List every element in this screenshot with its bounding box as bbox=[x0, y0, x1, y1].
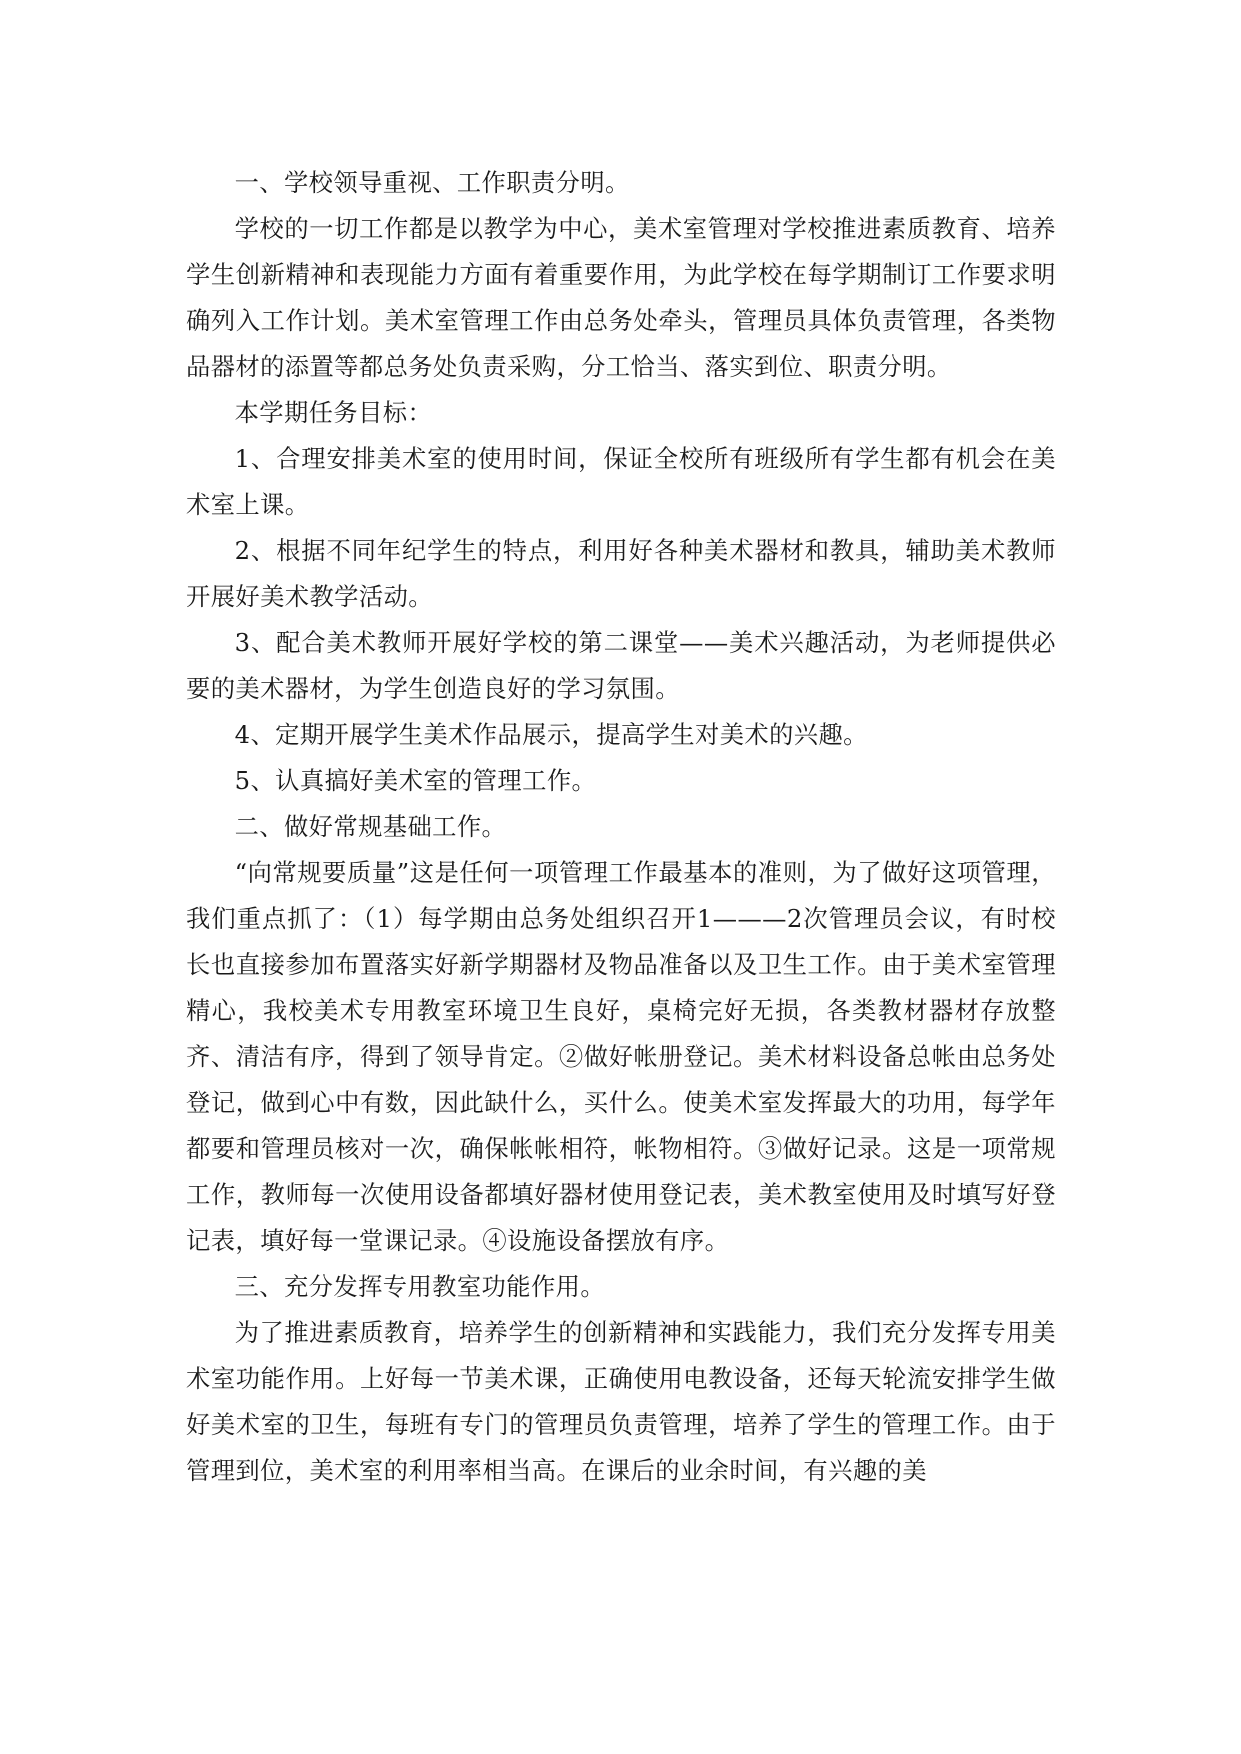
document-body bbox=[186, 160, 1056, 1494]
section-heading-2: 二、做好常规基础工作。 bbox=[234, 812, 507, 841]
goal-item-5: 5、认真搞好美术室的管理工作。 bbox=[234, 766, 597, 795]
goal-item-1: 1、合理安排美术室的使用时间，保证全校所有班级所有学生都有机会在美术室上课。 bbox=[186, 444, 1056, 519]
paragraph-responsibilities: 学校的一切工作都是以教学为中心，美术室管理对学校推进素质教育、培养学生创新精神和表现能力方面有着重要作用，为此学校在每学期制订工作要求明确列入工作计划。美术室管理工作由总务处牵头，管理员具体负责管理，各类物品器材的添置等都总务处负责采购，分工恰当、落实到位、职责分明。 bbox=[186, 214, 1056, 381]
paragraph-classroom-function: 为了推进素质教育，培养学生的创新精神和实践能力，我们充分发挥专用美术室功能作用。上好每一节美术课，正确使用电教设备，还每天轮流安排学生做好美术室的卫生，每班有专门的管理员负责管理，培养了学生的管理工作。由于管理到位，美术室的利用率相当高。在课后的业余时间，有兴趣的美 bbox=[186, 1318, 1056, 1485]
section-heading-3: 三、充分发挥专用教室功能作用。 bbox=[234, 1272, 606, 1301]
paragraph-routine-work: “向常规要质量”这是任何一项管理工作最基本的准则，为了做好这项管理，我们重点抓了：（1）每学期由总务处组织召开1———2次管理员会议，有时校长也直接参加布置落实好新学期器材及物品准备以及卫生工作。由于美术室管理精心，我校美术专用教室环境卫生良好，桌椅完好无损，各类教材器材存放整齐、清洁有序，得到了领导肯定。②做好帐册登记。美术材料设备总帐由总务处登记，做到心中有数，因此缺什么，买什么。使美术室发挥最大的功用，每学年都要和管理员核对一次，确保帐帐相符，帐物相符。③做好记录。这是一项常规工作，教师每一次使用设备都填好器材使用登记表，美术教室使用及时填写好登记表，填好每一堂课记录。④设施设备摆放有序。 bbox=[186, 858, 1056, 1255]
section-heading-1: 一、学校领导重视、工作职责分明。 bbox=[234, 168, 630, 197]
goal-item-3: 3、配合美术教师开展好学校的第二课堂——美术兴趣活动，为老师提供必要的美术器材，为学生创造良好的学习氛围。 bbox=[186, 628, 1056, 703]
goal-item-4: 4、定期开展学生美术作品展示，提高学生对美术的兴趣。 bbox=[234, 720, 868, 749]
goal-item-2: 2、根据不同年纪学生的特点，利用好各种美术器材和教具，辅助美术教师开展好美术教学活动。 bbox=[186, 536, 1056, 611]
goals-heading: 本学期任务目标： bbox=[234, 398, 433, 427]
